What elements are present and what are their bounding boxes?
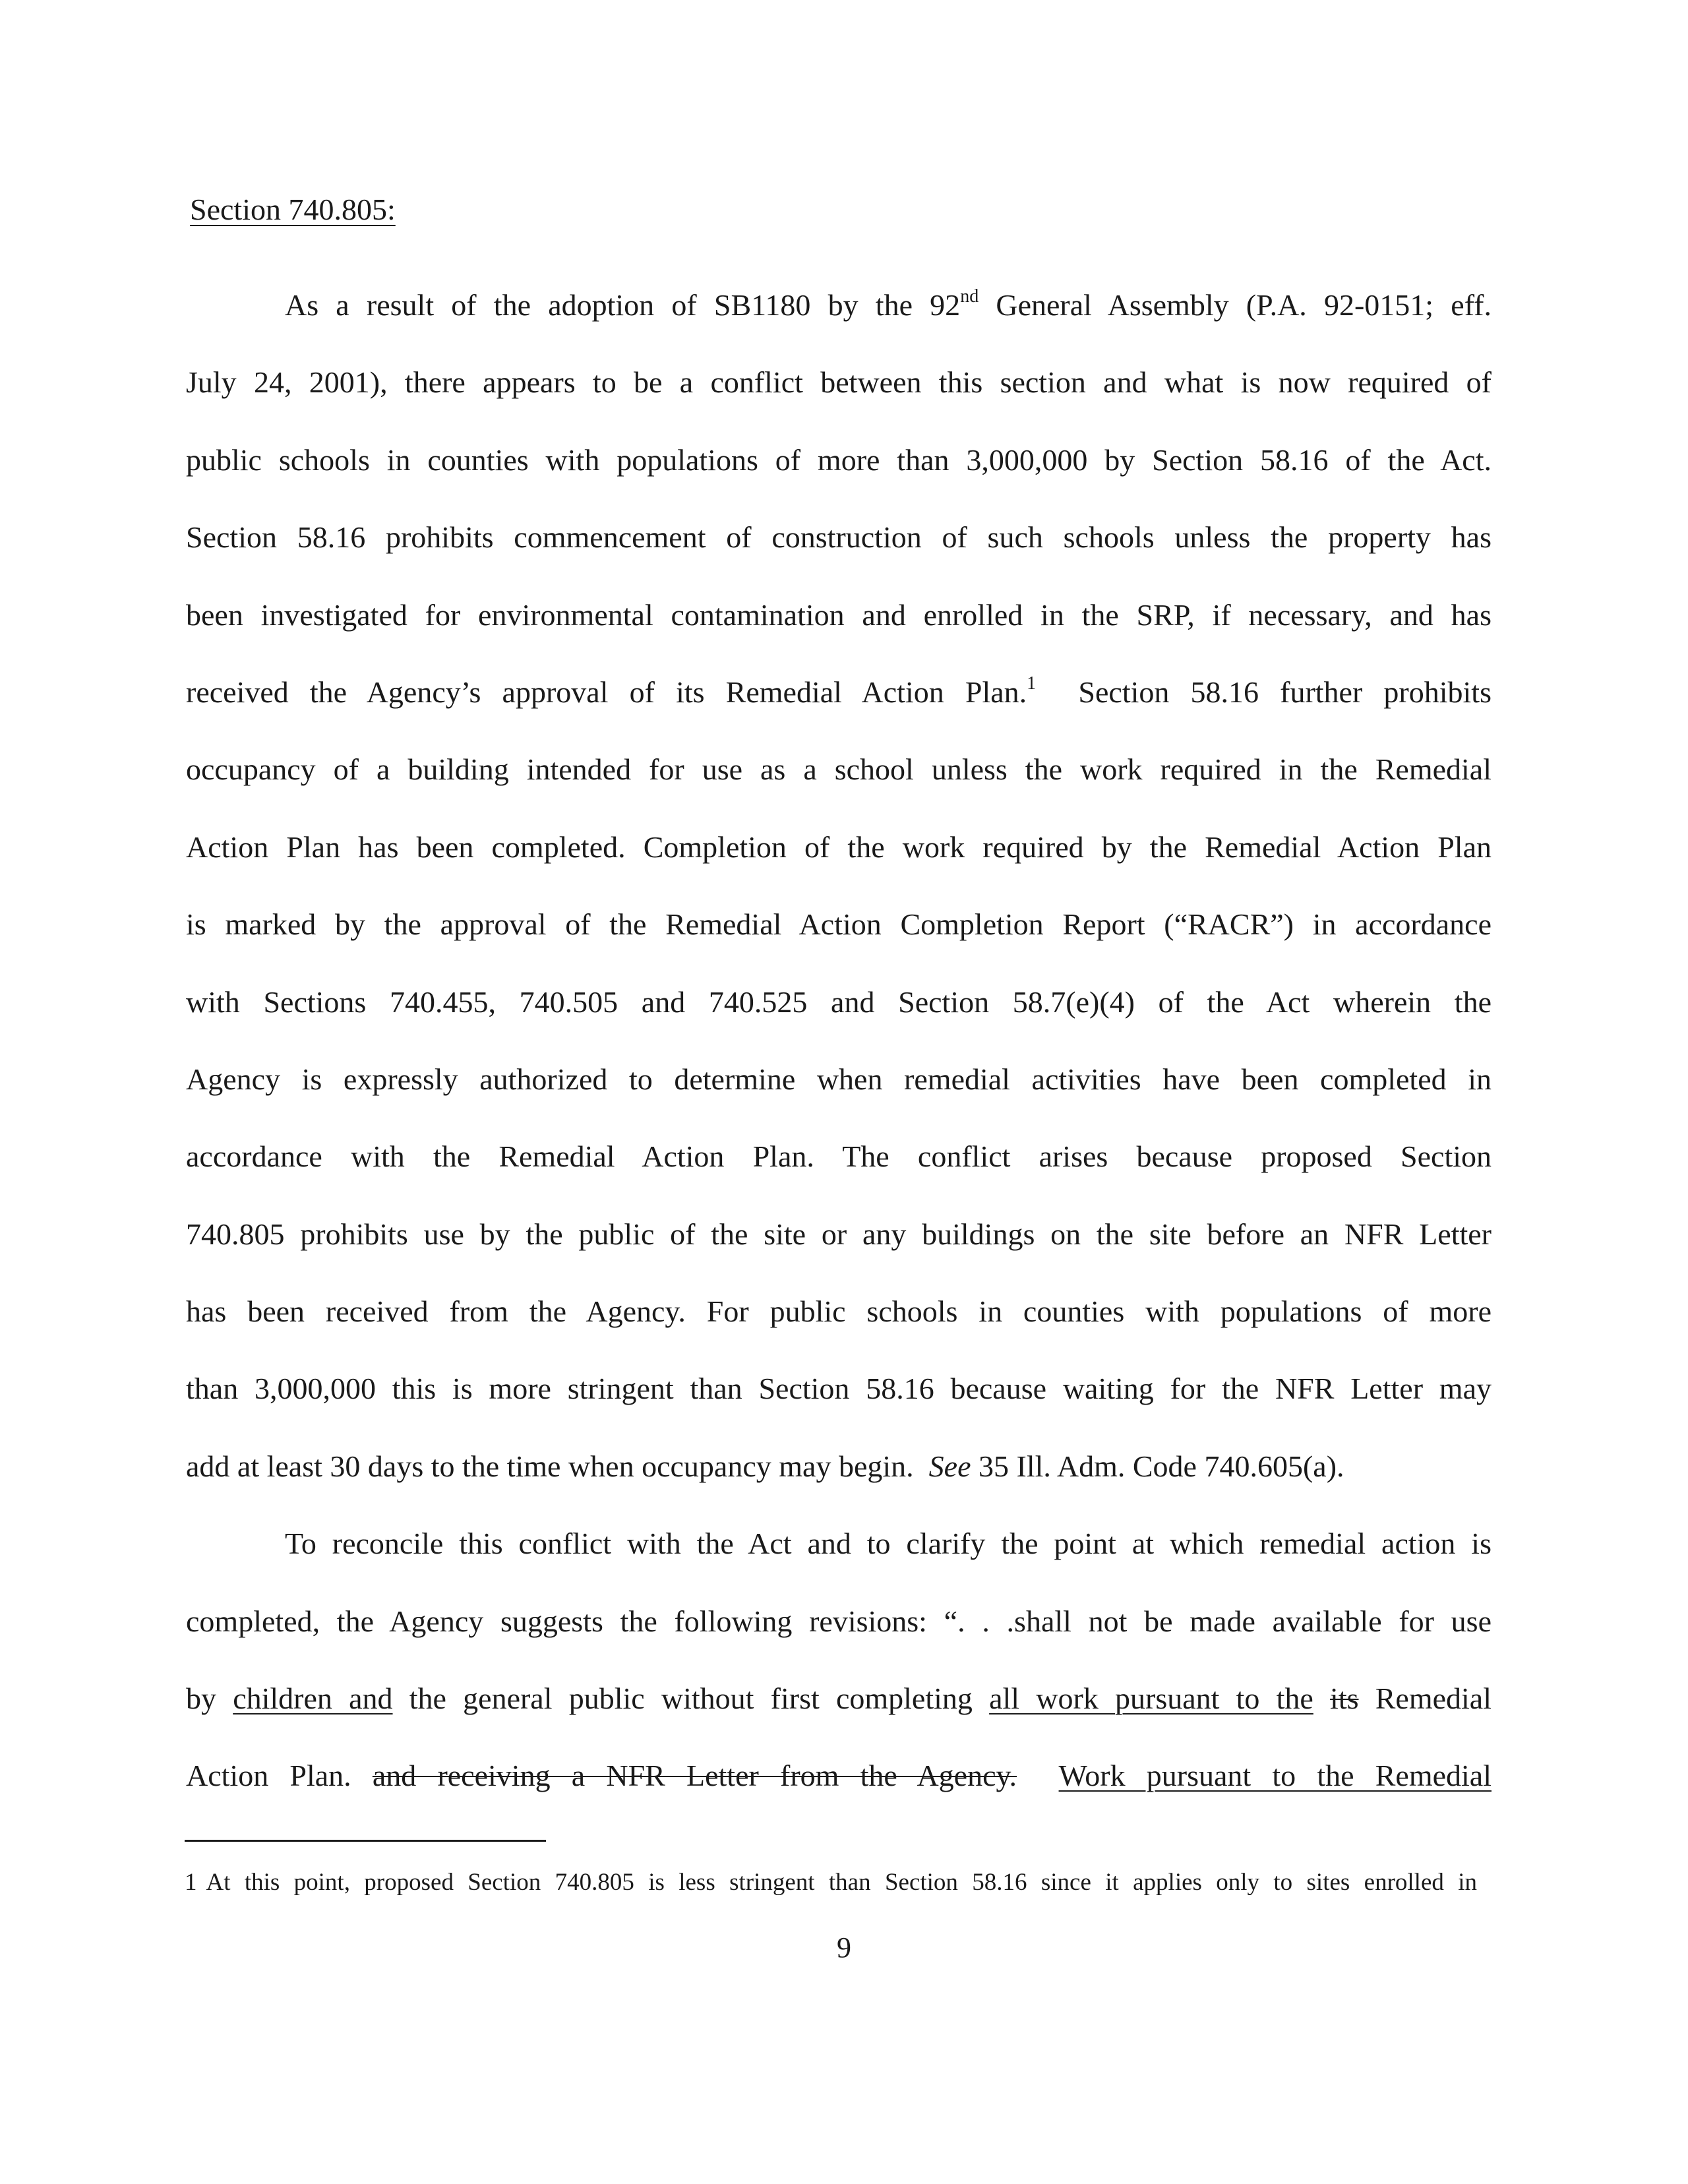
paragraph-1-line-2: July 24, 2001), there appears to be a conflict between this section and what is now required of	[186, 365, 1492, 400]
body-text	[186, 266, 1492, 1815]
deleted-text: and receiving a NFR Letter from the Agency.	[372, 1759, 1017, 1793]
footnote	[185, 1866, 1477, 1899]
paragraph-1-line-5: been investigated for environmental contamination and enrolled in the SRP, if necessary, and has	[186, 597, 1492, 632]
inserted-text: children and	[233, 1682, 393, 1716]
deleted-text: its	[1330, 1682, 1359, 1716]
paragraph-1-line-9: is marked by the approval of the Remedial Action Completion Report (“RACR”) in accordance	[186, 907, 1492, 942]
inserted-text: all work pursuant to the	[989, 1682, 1313, 1716]
section-heading: Section 740.805:	[190, 193, 396, 226]
paragraph-1-line-11: Agency is expressly authorized to determine when remedial activities have been completed in	[186, 1062, 1492, 1096]
paragraph-2-line-4: Action Plan. and receiving a NFR Letter from the Agency. Work pursuant to the Remedial	[186, 1759, 1492, 1793]
paragraph-2-line-3: by children and the general public without first completing all work pursuant to the its Remedial	[186, 1682, 1492, 1716]
paragraph-1-line-3: public schools in counties with populations of more than 3,000,000 by Section 58.16 of the Act.	[186, 442, 1492, 477]
paragraph-1-line-13: 740.805 prohibits use by the public of the site or any buildings on the site before an NFR Letter	[186, 1217, 1492, 1251]
footnote-text: At this point, proposed Section 740.805 is less stringent than Section 58.16 since it applies only to sites enrolled in	[206, 1869, 1477, 1896]
citation-signal: See	[928, 1449, 971, 1483]
paragraph-1-line-8: Action Plan has been completed. Completion of the work required by the Remedial Action Plan	[186, 830, 1492, 864]
paragraph-1-line-1: As a result of the adoption of SB1180 by the 92nd General Assembly (P.A. 92-0151; eff.	[285, 286, 1492, 322]
paragraph-1-line-12: accordance with the Remedial Action Plan. The conflict arises because proposed Section	[186, 1139, 1492, 1174]
paragraph-1-line-6: received the Agency’s approval of its Remedial Action Plan.$^1$ Section 58.16 further prohibits	[186, 673, 1492, 709]
superscript-nd: nd	[960, 286, 979, 307]
footnote-reference: 1	[1027, 673, 1037, 694]
footnote-separator	[185, 1840, 546, 1842]
paragraph-2-line-1: To reconcile this conflict with the Act and to clarify the point at which remedial action is	[285, 1527, 1492, 1561]
paragraph-1-line-14: has been received from the Agency. For public schools in counties with populations of more	[186, 1294, 1492, 1329]
paragraph-1-line-7: occupancy of a building intended for use as a school unless the work required in the Remedial	[186, 752, 1492, 787]
paragraph-1-line-15: than 3,000,000 this is more stringent than Section 58.16 because waiting for the NFR Letter may	[186, 1372, 1492, 1406]
paragraph-1-line-16: add at least 30 days to the time when occupancy may begin. See 35 Ill. Adm. Code 740.605(a).	[186, 1449, 1344, 1483]
paragraph-1-line-10: with Sections 740.455, 740.505 and 740.525 and Section 58.7(e)(4) of the Act wherein the	[186, 985, 1492, 1019]
inserted-text: Work pursuant to the Remedial	[1058, 1759, 1492, 1793]
page-number: 9	[837, 1931, 851, 1964]
paragraph-1-line-4: Section 58.16 prohibits commencement of construction of such schools unless the property has	[186, 520, 1492, 555]
footnote-number: 1	[185, 1869, 197, 1896]
paragraph-2-line-2: completed, the Agency suggests the following revisions: “. . .shall not be made available for use	[186, 1604, 1492, 1638]
